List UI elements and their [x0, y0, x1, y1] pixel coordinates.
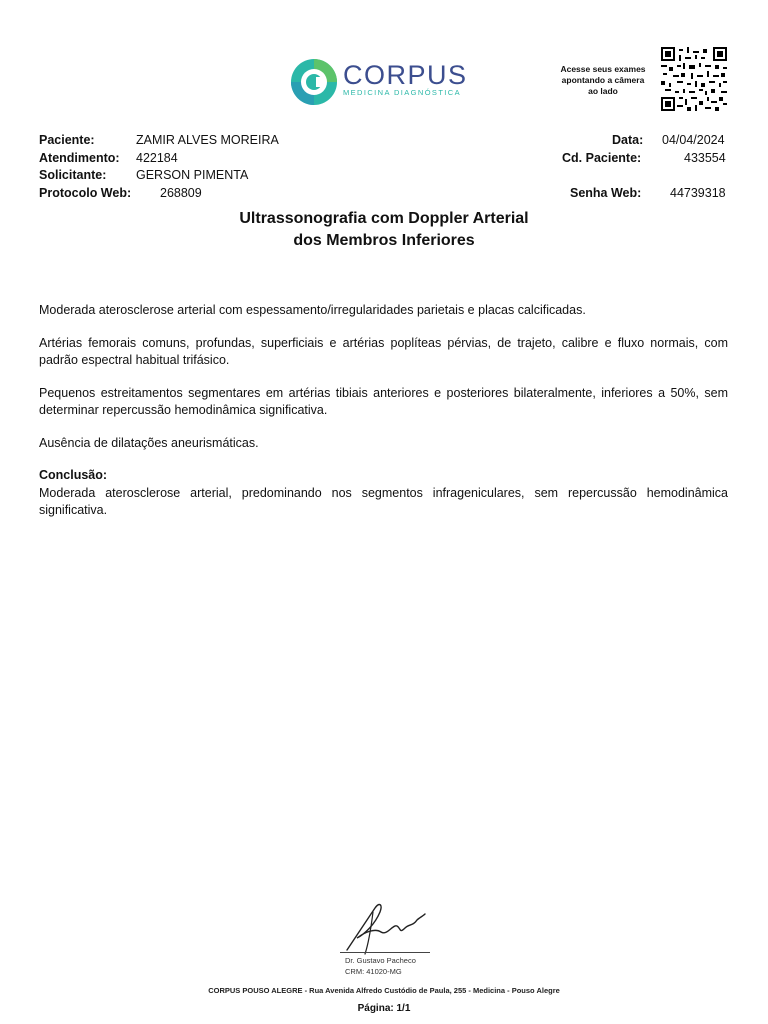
senha-value: 44739318 [670, 186, 726, 200]
finding-paragraph: Pequenos estreitamentos segmentares em artérias tibiais anteriores e posteriores bilateralmente, inferiores a 50%, sem determinar repercussão hemodinâmica significativa. [39, 386, 728, 417]
doctor-crm: CRM: 41020-MG [345, 967, 402, 976]
protocolo-value: 268809 [160, 186, 202, 200]
atendimento-value: 422184 [136, 151, 178, 165]
footer-address: CORPUS POUSO ALEGRE - Rua Avenida Alfredo Custódio de Paula, 255 - Medicina - Pouso Alegre [208, 986, 560, 995]
cd-paciente-value: 433554 [684, 151, 726, 165]
qr-code-icon[interactable] [661, 47, 727, 111]
data-label: Data: [612, 133, 644, 147]
page-number: Página: 1/1 [357, 1003, 411, 1014]
paciente-label: Paciente: [39, 133, 95, 147]
atendimento-label: Atendimento: [39, 151, 120, 165]
corpus-logo-icon [289, 57, 339, 107]
brand-name: CORPUS [343, 60, 468, 90]
paciente-value: ZAMIR ALVES MOREIRA [136, 133, 279, 147]
finding-paragraph: Moderada aterosclerose arterial com espessamento/irregularidades parietais e placas calcificadas. [39, 303, 586, 317]
finding-paragraph: Artérias femorais comuns, profundas, superficiais e artérias poplíteas pérvias, de trajeto, calibre e fluxo normais, com padrão espectral habitual trifásico. [39, 336, 728, 367]
qr-caption: Acesse seus exames apontando a câmera ao lado [560, 64, 646, 96]
senha-label: Senha Web: [570, 186, 642, 200]
paciente-row [39, 133, 95, 147]
signature-line [340, 952, 430, 953]
solicitante-label: Solicitante: [39, 168, 107, 182]
cd-paciente-label: Cd. Paciente: [562, 151, 642, 165]
data-value: 04/04/2024 [662, 133, 725, 147]
conclusion-text: Moderada aterosclerose arterial, predominando nos segmentos infrageniculares, sem repercussão hemodinâmica significativa. [39, 486, 728, 517]
finding-paragraph: Ausência de dilatações aneurismáticas. [39, 436, 259, 450]
signature-image [335, 898, 435, 958]
protocolo-label: Protocolo Web: [39, 186, 132, 200]
brand-tagline: MEDICINA DIAGNÓSTICA [343, 88, 462, 97]
report-title-line2: dos Membros Inferiores [293, 232, 475, 249]
conclusion-label: Conclusão: [39, 468, 108, 482]
report-title-line1: Ultrassonografia com Doppler Arterial [239, 210, 529, 227]
solicitante-value: GERSON PIMENTA [136, 168, 249, 182]
doctor-name: Dr. Gustavo Pacheco [345, 956, 416, 965]
